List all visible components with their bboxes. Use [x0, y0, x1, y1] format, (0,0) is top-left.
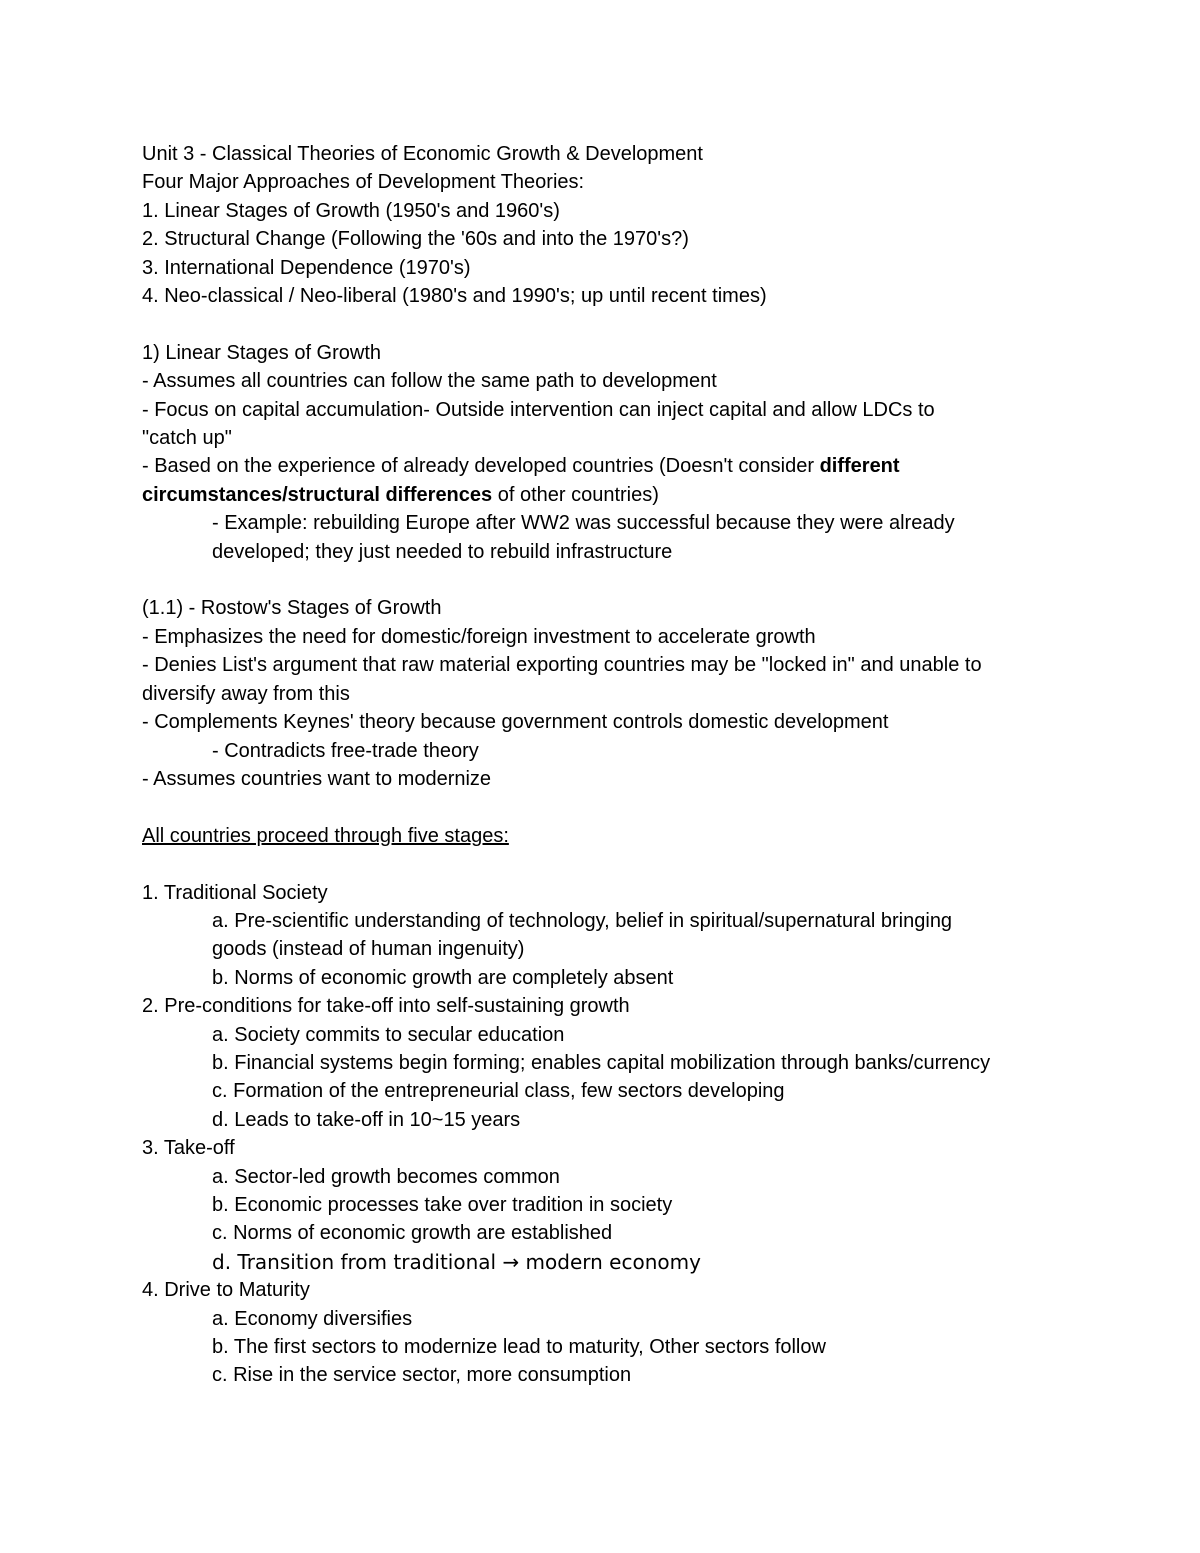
stage-item: a. Pre-scientific understanding of technology, belief in spiritual/supernatural bringing	[212, 909, 953, 932]
stage-item: a. Society commits to secular education	[212, 1023, 565, 1046]
bold-emphasis: circumstances/structural differences	[142, 483, 493, 506]
stage-item: b. Norms of economic growth are completely absent	[212, 966, 674, 989]
blank-line	[142, 793, 1062, 821]
blank-line	[142, 850, 1062, 878]
approach-item: 3. International Dependence (1970's)	[142, 256, 471, 279]
blank-line	[142, 566, 1062, 594]
stage-item-continued: goods (instead of human ingenuity)	[212, 938, 525, 961]
rostow-bullet: - Emphasizes the need for domestic/foreign investment to accelerate growth	[142, 625, 816, 648]
linear-bullet-text: of other countries)	[492, 483, 659, 506]
stage-item: b. The first sectors to modernize lead to maturity, Other sectors follow	[212, 1336, 826, 1358]
stage-item: d. Leads to take-off in 10~15 years	[212, 1108, 521, 1131]
linear-bullet-continued	[142, 481, 1062, 509]
stage-item: c. Rise in the service sector, more consumption	[212, 1364, 632, 1387]
rostow-bullet: - Assumes countries want to modernize	[142, 767, 492, 790]
rostow-bullet-continued: diversify away from this	[142, 682, 350, 705]
stage-item: c. Norms of economic growth are established	[212, 1222, 613, 1245]
bold-emphasis: different	[819, 455, 900, 478]
approaches-heading: Four Major Approaches of Development Theories:	[142, 171, 585, 194]
rostow-bullet: - Complements Keynes' theory because government controls domestic development	[142, 711, 889, 734]
stage-item: b. Financial systems begin forming; enables capital mobilization through banks/currency	[212, 1051, 991, 1074]
stage-title: 2. Pre-conditions for take-off into self-sustaining growth	[142, 995, 630, 1018]
stage-item: b. Economic processes take over tradition in society	[212, 1193, 673, 1216]
rostow-sub-bullet: - Contradicts free-trade theory	[212, 739, 479, 762]
stage-title: 3. Take-off	[142, 1137, 235, 1160]
linear-example: - Example: rebuilding Europe after WW2 was successful because they were already	[212, 512, 955, 535]
rostow-bullet: - Denies List's argument that raw material exporting countries may be "locked in" and unable to	[142, 654, 982, 677]
blank-line	[142, 310, 1062, 338]
document-body	[142, 140, 1062, 1390]
linear-example-continued: developed; they just needed to rebuild infrastructure	[212, 540, 673, 563]
linear-bullet	[142, 452, 1062, 480]
approach-item: 1. Linear Stages of Growth (1950's and 1960's)	[142, 199, 560, 222]
linear-bullet-text: - Based on the experience of already developed countries (Doesn't consider	[142, 455, 820, 478]
stages-heading: All countries proceed through five stages:	[142, 824, 509, 847]
stage-item: c. Formation of the entrepreneurial class, few sectors developing	[212, 1080, 785, 1103]
stage-item: a. Economy diversifies	[212, 1307, 413, 1330]
stage-item: a. Sector-led growth becomes common	[212, 1165, 560, 1188]
stage-item: d. Transition from traditional → modern economy	[212, 1249, 701, 1274]
approach-item: 4. Neo-classical / Neo-liberal (1980's and 1990's; up until recent times)	[142, 285, 767, 308]
rostow-heading: (1.1) - Rostow's Stages of Growth	[142, 597, 442, 620]
stage-title: 4. Drive to Maturity	[142, 1279, 310, 1302]
linear-heading: 1) Linear Stages of Growth	[142, 341, 382, 364]
linear-bullet-continued: "catch up"	[142, 427, 232, 450]
approach-item: 2. Structural Change (Following the '60s and into the 1970's?)	[142, 228, 689, 251]
linear-bullet: - Assumes all countries can follow the same path to development	[142, 370, 717, 393]
linear-bullet: - Focus on capital accumulation- Outside intervention can inject capital and allow LDCs to	[142, 398, 935, 421]
document-title: Unit 3 - Classical Theories of Economic Growth & Development	[142, 143, 703, 165]
stage-title: 1. Traditional Society	[142, 881, 328, 904]
